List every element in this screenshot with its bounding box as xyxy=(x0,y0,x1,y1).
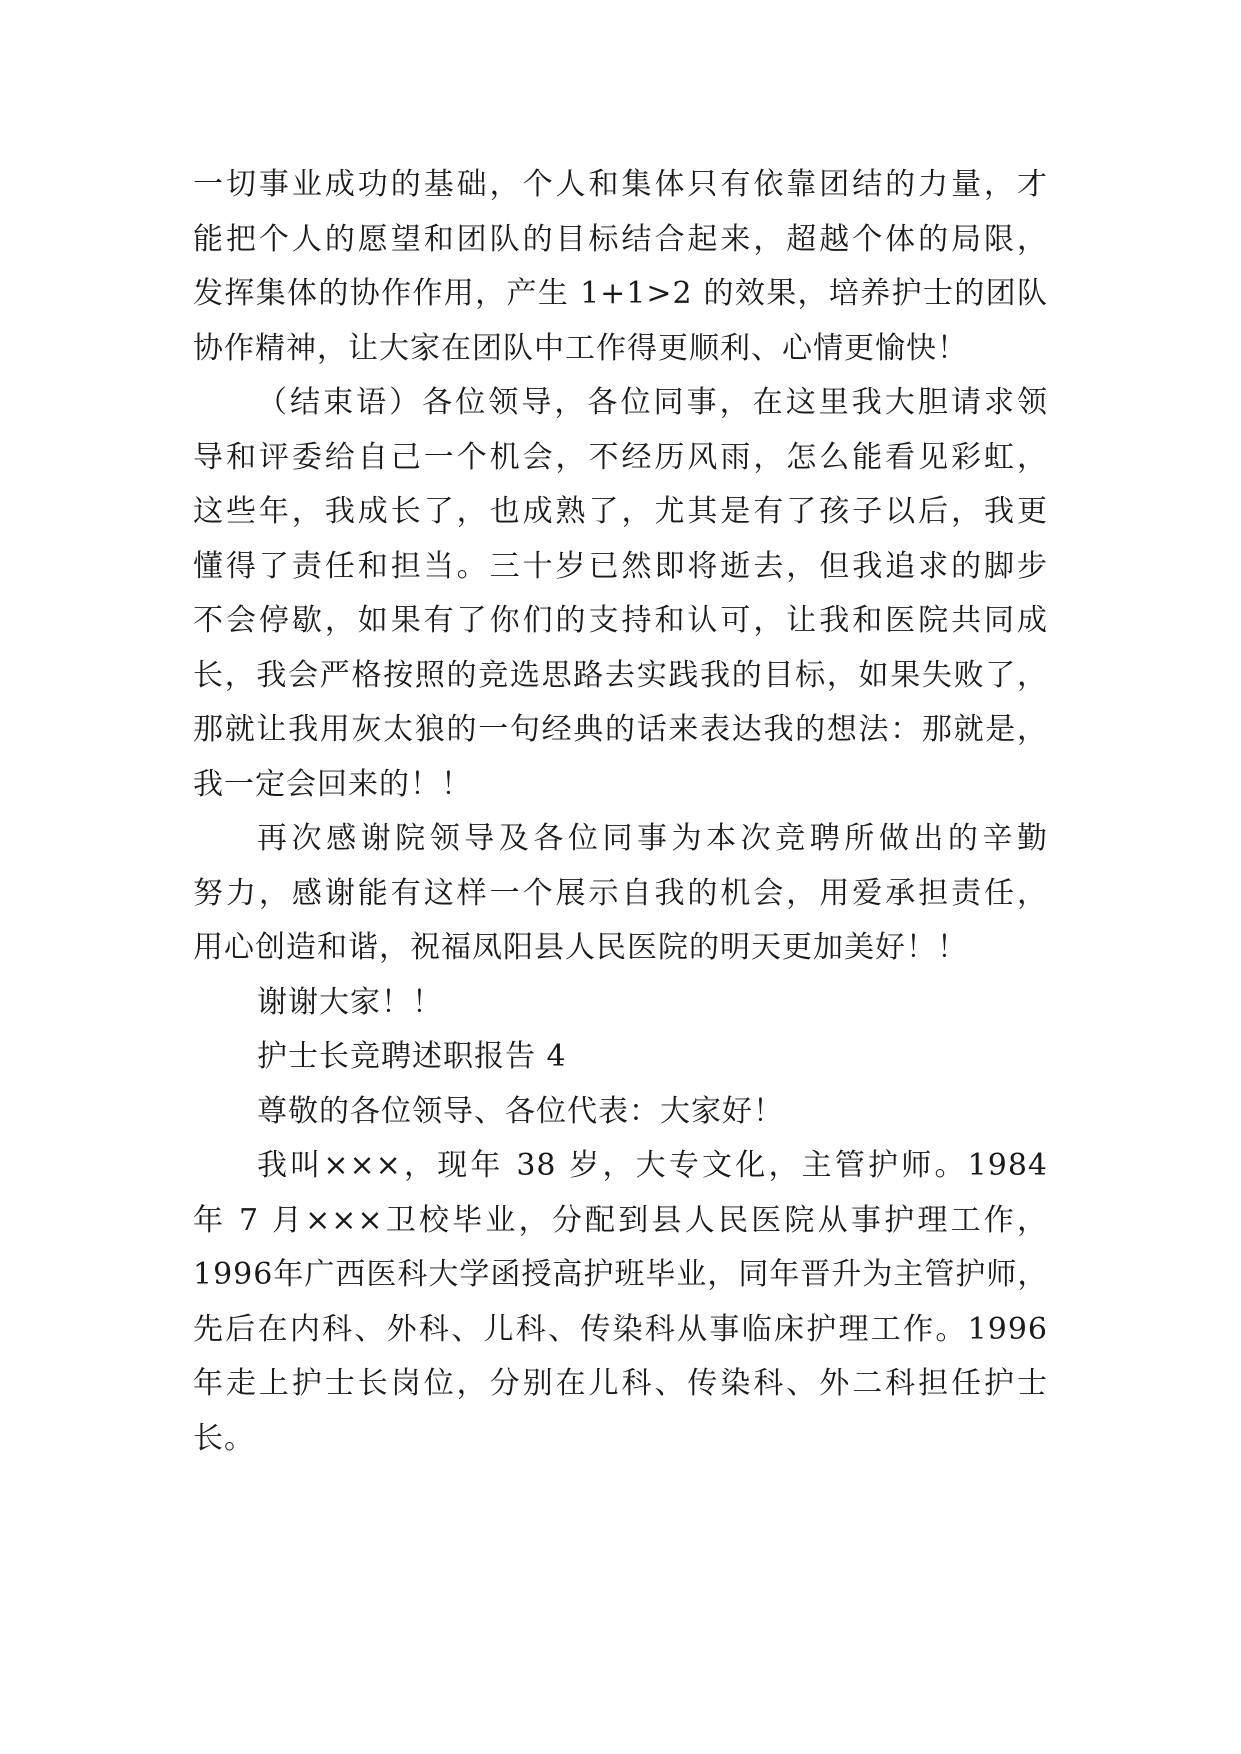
text-line: 1996年广西医科大学函授高护班毕业，同年晋升为主管护师， xyxy=(193,1257,1049,1292)
text-line: 长。 xyxy=(193,1420,255,1456)
text-line: 能把个人的愿望和团队的目标结合起来，超越个体的局限， xyxy=(193,221,1048,257)
document-body xyxy=(193,158,1048,1466)
text-line: （结束语）各位领导，各位同事，在这里我大胆请求领 xyxy=(257,385,1048,420)
text-line: 谢谢大家！！ xyxy=(257,984,443,1020)
text-line: 那就让我用灰太狼的一句经典的话来表达我的想法：那就是， xyxy=(193,712,1048,747)
text-line: 这些年，我成长了，也成熟了，尤其是有了孩子以后，我更 xyxy=(193,494,1048,529)
text-line: 尊敬的各位领导、各位代表：大家好！ xyxy=(257,1093,784,1129)
text-line: 年走上护士长岗位，分别在儿科、传染科、外二科担任护士 xyxy=(193,1366,1048,1401)
text-line: 一切事业成功的基础，个人和集体只有依靠团结的力量，才 xyxy=(193,167,1048,202)
text-line: 再次感谢院领导及各位同事为本次竞聘所做出的辛勤 xyxy=(257,821,1048,856)
text-line: 不会停歇，如果有了你们的支持和认可，让我和医院共同成 xyxy=(193,603,1048,638)
text-line: 我叫×××，现年 38 岁，大专文化，主管护师。1984 xyxy=(257,1148,1048,1183)
text-line: 先后在内科、外科、儿科、传染科从事临床护理工作。1996 xyxy=(193,1311,1048,1347)
text-line: 长，我会严格按照的竞选思路去实践我的目标，如果失败了， xyxy=(193,657,1048,693)
text-line: 用心创造和谐，祝福凤阳县人民医院的明天更加美好！！ xyxy=(193,930,968,965)
text-line: 发挥集体的协作作用，产生 1+1>2 的效果，培养护士的团队 xyxy=(193,276,1048,311)
text-line: 年 7 月×××卫校毕业，分配到县人民医院从事护理工作， xyxy=(193,1202,1048,1238)
text-line: 懂得了责任和担当。三十岁已然即将逝去，但我追求的脚步 xyxy=(193,548,1048,584)
text-line: 我一定会回来的！！ xyxy=(193,766,472,802)
text-line: 努力，感谢能有这样一个展示自我的机会，用爱承担责任， xyxy=(193,875,1048,911)
text-line: 导和评委给自己一个机会，不经历风雨，怎么能看见彩虹， xyxy=(193,439,1048,475)
section-heading: 护士长竞聘述职报告 4 xyxy=(257,1039,567,1074)
text-line: 协作精神，让大家在团队中工作得更顺利、心情更愉快！ xyxy=(193,330,968,366)
